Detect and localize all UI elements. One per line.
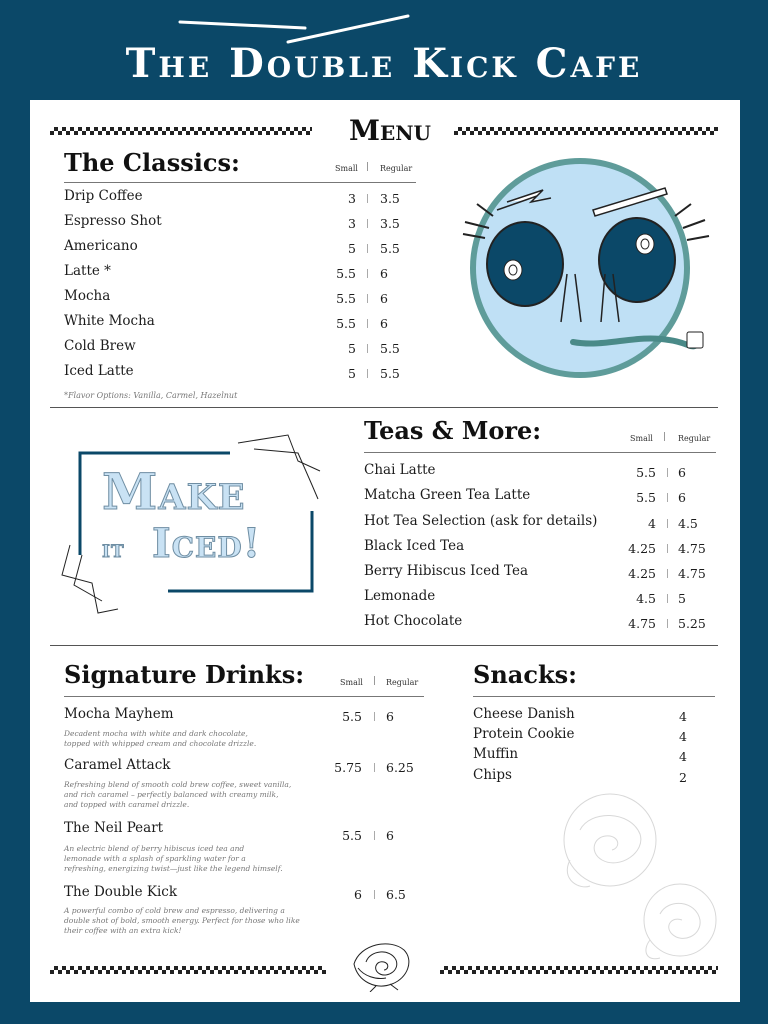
teas-row bbox=[364, 487, 716, 509]
description-line: their coffee with an extra kick! bbox=[64, 926, 182, 935]
snack-row bbox=[473, 726, 693, 746]
classics-row bbox=[64, 363, 416, 385]
item-name: Mocha Mayhem bbox=[64, 706, 174, 722]
price-small: 5.5 bbox=[336, 316, 356, 331]
price-small: 4 bbox=[648, 516, 656, 531]
description-line: A powerful combo of cold brew and espresso, delivering a bbox=[64, 906, 285, 915]
price-small: 5 bbox=[348, 366, 356, 381]
price-regular: 6 bbox=[386, 709, 394, 724]
item-name: Latte * bbox=[64, 263, 111, 279]
classics-rule bbox=[64, 182, 416, 183]
price-separator bbox=[367, 344, 368, 353]
item-name: Cheese Danish bbox=[473, 706, 575, 722]
item-name: The Double Kick bbox=[64, 884, 178, 900]
classics-col-regular: Regular bbox=[380, 164, 413, 173]
price-separator bbox=[367, 294, 368, 303]
classics-row bbox=[64, 313, 416, 335]
menu-paper bbox=[30, 100, 740, 1002]
price-small: 5 bbox=[348, 241, 356, 256]
snack-row bbox=[473, 706, 693, 726]
price-separator bbox=[367, 244, 368, 253]
item-name: Matcha Green Tea Latte bbox=[364, 487, 531, 503]
price-small: 3 bbox=[348, 191, 356, 206]
price-small: 4.25 bbox=[628, 541, 656, 556]
teas-title: Teas & More: bbox=[364, 416, 542, 445]
rose-watermark-icon bbox=[550, 790, 720, 990]
mascot-face-icon bbox=[455, 152, 715, 392]
teas-row bbox=[364, 462, 716, 484]
price-small: 5 bbox=[348, 341, 356, 356]
item-name: Iced Latte bbox=[64, 363, 134, 379]
description-line: Refreshing blend of smooth cold brew coffee, sweet vanilla, bbox=[64, 780, 292, 789]
item-name: Muffin bbox=[473, 746, 519, 762]
description-line: lemonade with a splash of sparkling water for a bbox=[64, 854, 246, 863]
price-separator bbox=[367, 194, 368, 203]
iced-promo-line1: Make bbox=[102, 462, 246, 521]
menu-heading: Menu bbox=[349, 114, 431, 147]
price-regular: 6 bbox=[380, 291, 388, 306]
price-regular: 6.5 bbox=[386, 887, 406, 902]
item-name: Berry Hibiscus Iced Tea bbox=[364, 563, 528, 579]
price-separator bbox=[667, 519, 668, 528]
snack-row bbox=[473, 767, 693, 787]
price-separator bbox=[667, 544, 668, 553]
classics-row bbox=[64, 338, 416, 360]
signature-col-divider bbox=[374, 676, 375, 685]
price-regular: 5.5 bbox=[380, 241, 400, 256]
price: 4 bbox=[679, 729, 687, 744]
signature-row bbox=[64, 757, 424, 779]
price-regular: 5.25 bbox=[678, 616, 706, 631]
price-regular: 6 bbox=[380, 316, 388, 331]
teas-row bbox=[364, 588, 716, 610]
description-line: Decadent mocha with white and dark chocolate, bbox=[64, 729, 248, 738]
price-regular: 4.75 bbox=[678, 566, 706, 581]
price-regular: 6 bbox=[386, 828, 394, 843]
price: 4 bbox=[679, 709, 687, 724]
price-small: 5.5 bbox=[636, 465, 656, 480]
item-description bbox=[64, 844, 283, 874]
price-separator bbox=[367, 269, 368, 278]
teas-col-regular: Regular bbox=[678, 434, 711, 443]
price: 2 bbox=[679, 770, 687, 785]
price-regular: 5 bbox=[678, 591, 686, 606]
classics-row bbox=[64, 213, 416, 235]
price-separator bbox=[374, 712, 375, 721]
description-line: topped with whipped cream and chocolate drizzle. bbox=[64, 739, 257, 748]
classics-title: The Classics: bbox=[64, 148, 240, 177]
teas-col-divider bbox=[664, 432, 665, 441]
price-separator bbox=[667, 468, 668, 477]
price-separator bbox=[667, 619, 668, 628]
classics-row bbox=[64, 263, 416, 285]
price-regular: 6 bbox=[380, 266, 388, 281]
description-line: and topped with caramel drizzle. bbox=[64, 800, 190, 809]
price-regular: 3.5 bbox=[380, 191, 400, 206]
teas-row bbox=[364, 613, 716, 635]
item-name: Espresso Shot bbox=[64, 213, 162, 229]
price-regular: 5.5 bbox=[380, 341, 400, 356]
iced-promo-line2-b: Iced! bbox=[152, 520, 262, 567]
item-name: Chai Latte bbox=[364, 462, 436, 478]
description-line: and rich caramel – perfectly balanced with creamy milk, bbox=[64, 790, 279, 799]
rose-icon bbox=[346, 936, 416, 992]
price-small: 4.25 bbox=[628, 566, 656, 581]
item-name: Chips bbox=[473, 767, 512, 783]
item-name: Mocha bbox=[64, 288, 111, 304]
item-description bbox=[64, 906, 300, 936]
signature-row bbox=[64, 820, 424, 842]
classics-col-divider bbox=[367, 162, 368, 171]
description-line: refreshing, energizing twist—just like the legend himself. bbox=[64, 864, 283, 873]
item-name: Hot Tea Selection (ask for details) bbox=[364, 513, 598, 529]
description-line: An electric blend of berry hibiscus iced tea and bbox=[64, 844, 245, 853]
checker-divider-top-right bbox=[454, 127, 718, 135]
item-name: The Neil Peart bbox=[64, 820, 164, 836]
price-small: 5.5 bbox=[336, 266, 356, 281]
teas-row bbox=[364, 563, 716, 585]
price-small: 4.5 bbox=[636, 591, 656, 606]
price-regular: 4.75 bbox=[678, 541, 706, 556]
checker-divider-top-left bbox=[50, 127, 312, 135]
price-small: 5.5 bbox=[342, 828, 362, 843]
item-name: White Mocha bbox=[64, 313, 155, 329]
snacks-title: Snacks: bbox=[473, 660, 577, 689]
price-small: 5.5 bbox=[336, 291, 356, 306]
item-name: Americano bbox=[64, 238, 138, 254]
classics-row bbox=[64, 188, 416, 210]
price-regular: 3.5 bbox=[380, 216, 400, 231]
item-name: Lemonade bbox=[364, 588, 436, 604]
price-small: 3 bbox=[348, 216, 356, 231]
price-regular: 4.5 bbox=[678, 516, 698, 531]
price-regular: 6.25 bbox=[386, 760, 414, 775]
price-small: 6 bbox=[354, 887, 362, 902]
price-separator bbox=[667, 493, 668, 502]
price-small: 5.75 bbox=[334, 760, 362, 775]
item-name: Caramel Attack bbox=[64, 757, 171, 773]
price-regular: 5.5 bbox=[380, 366, 400, 381]
signature-row bbox=[64, 884, 424, 906]
item-name: Cold Brew bbox=[64, 338, 136, 354]
teas-rule bbox=[364, 452, 716, 453]
item-name: Protein Cookie bbox=[473, 726, 575, 742]
price-separator bbox=[667, 594, 668, 603]
signature-rule bbox=[64, 696, 424, 697]
signature-col-small: Small bbox=[340, 678, 363, 687]
price-separator bbox=[667, 569, 668, 578]
iced-promo-line2-a: it bbox=[102, 534, 125, 563]
divider-classics bbox=[50, 407, 718, 408]
signature-title: Signature Drinks: bbox=[64, 660, 305, 689]
price-small: 5.5 bbox=[342, 709, 362, 724]
header bbox=[0, 0, 768, 100]
price-small: 4.75 bbox=[628, 616, 656, 631]
signature-col-regular: Regular bbox=[386, 678, 419, 687]
cafe-title: The Double Kick Cafe bbox=[125, 40, 643, 87]
item-name: Hot Chocolate bbox=[364, 613, 463, 629]
snacks-rule bbox=[473, 696, 715, 697]
price-regular: 6 bbox=[678, 490, 686, 505]
price-separator bbox=[374, 890, 375, 899]
price-separator bbox=[367, 369, 368, 378]
price-separator bbox=[374, 763, 375, 772]
price: 4 bbox=[679, 749, 687, 764]
classics-col-small: Small bbox=[335, 164, 358, 173]
classics-row bbox=[64, 238, 416, 260]
flavor-note: *Flavor Options: Vanilla, Carmel, Hazelnut bbox=[64, 391, 238, 400]
signature-row bbox=[64, 706, 424, 728]
price-small: 5.5 bbox=[636, 490, 656, 505]
description-line: double shot of bold, smooth energy. Perfect for those who like bbox=[64, 916, 300, 925]
snack-row bbox=[473, 746, 693, 766]
divider-teas bbox=[50, 645, 718, 646]
price-separator bbox=[367, 219, 368, 228]
price-regular: 6 bbox=[678, 465, 686, 480]
teas-row bbox=[364, 538, 716, 560]
price-separator bbox=[374, 831, 375, 840]
item-description bbox=[64, 729, 256, 749]
item-name: Black Iced Tea bbox=[364, 538, 465, 554]
item-name: Drip Coffee bbox=[64, 188, 143, 204]
price-separator bbox=[367, 319, 368, 328]
checker-divider-bottom-left bbox=[50, 966, 326, 974]
checker-divider-bottom-right bbox=[440, 966, 718, 974]
teas-col-small: Small bbox=[630, 434, 653, 443]
teas-row bbox=[364, 513, 716, 535]
classics-row bbox=[64, 288, 416, 310]
item-description bbox=[64, 780, 291, 810]
